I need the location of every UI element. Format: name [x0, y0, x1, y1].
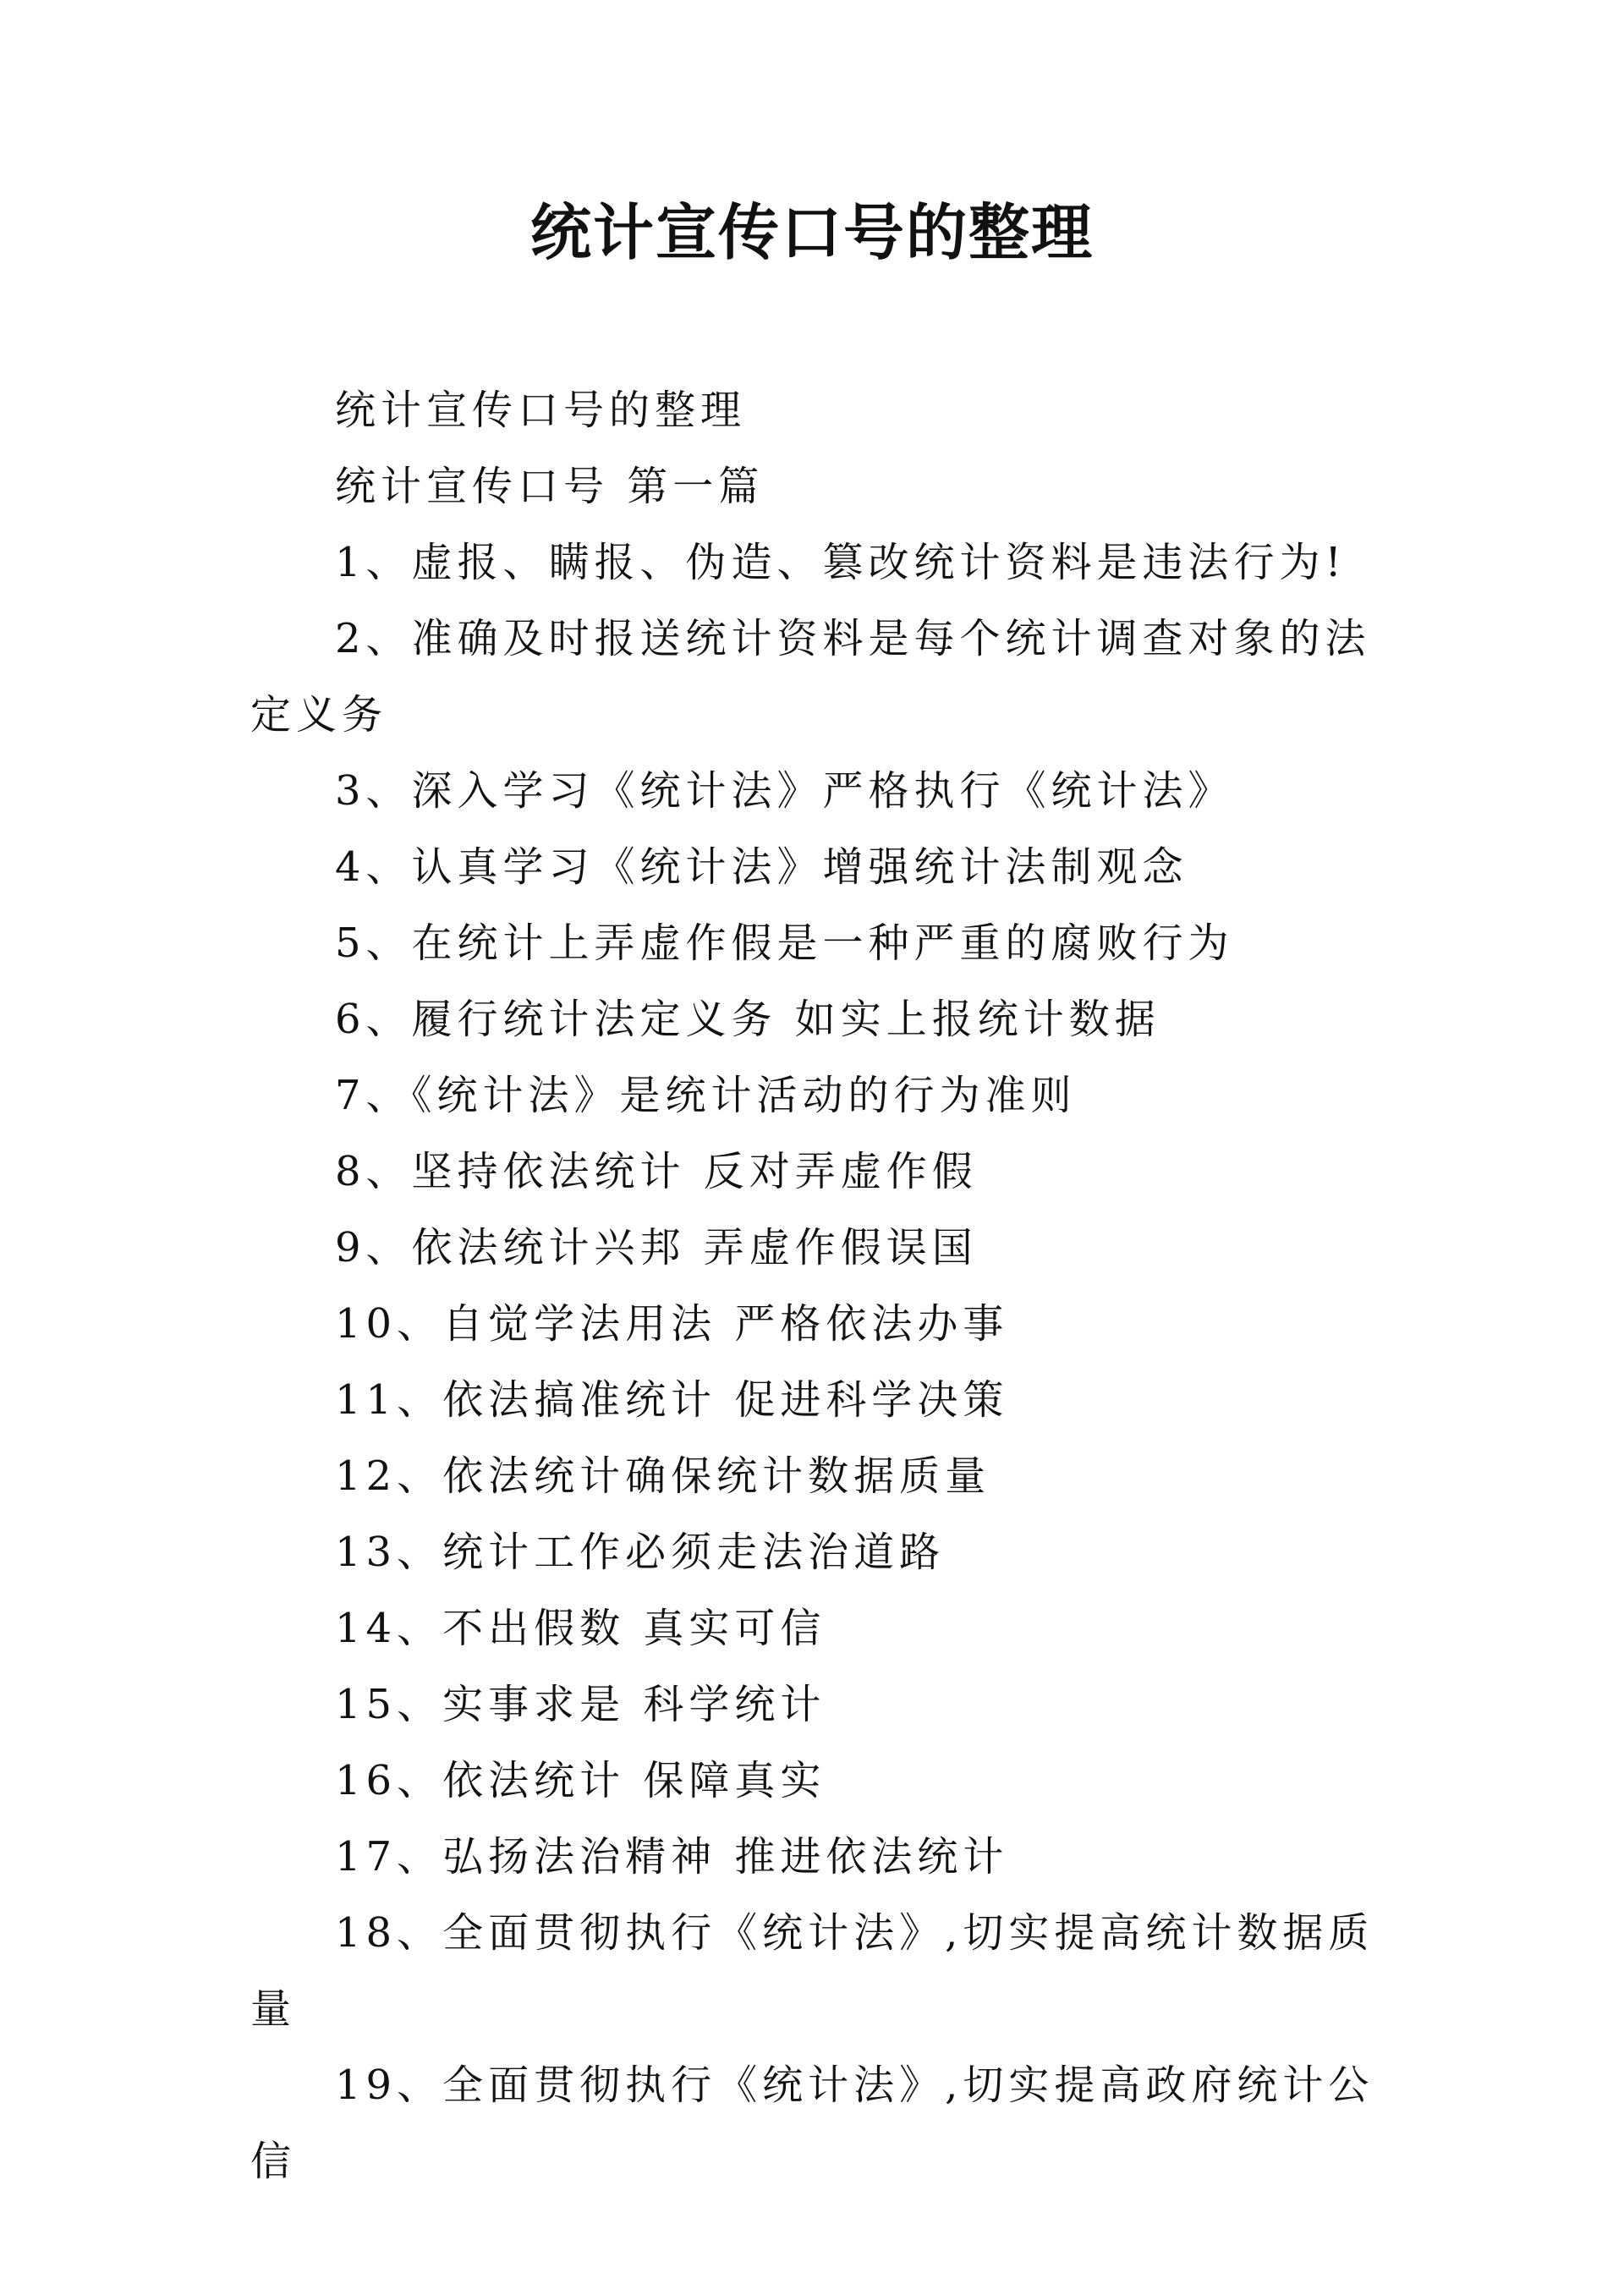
paragraph-heading: 统计宣传口号的整理: [335, 387, 747, 434]
document-title: 统计宣传口号的整理: [529, 196, 1094, 268]
slogan-item-4: 4、认真学习《统计法》增强统计法制观念: [335, 843, 1188, 891]
paragraph-section-title: 统计宣传口号 第一篇: [335, 463, 765, 510]
slogan-item-6: 6、履行统计法定义务 如实上报统计数据: [335, 996, 1160, 1043]
slogan-item-18: 18、全面贯彻执行《统计法》,切实提高统计数据质量: [250, 1909, 1374, 2033]
slogan-item-19: 19、全面贯彻执行《统计法》,切实提高政府统计公信: [250, 2062, 1374, 2185]
slogan-item-3: 3、深入学习《统计法》严格执行《统计法》: [335, 767, 1234, 815]
slogan-item-12: 12、依法统计确保统计数据质量: [335, 1452, 991, 1500]
slogan-item-13: 13、统计工作必须走法治道路: [335, 1529, 946, 1576]
slogan-item-5: 5、在统计上弄虚作假是一种严重的腐败行为: [335, 920, 1234, 967]
slogan-item-15: 15、实事求是 科学统计: [335, 1681, 826, 1728]
slogan-item-17: 17、弘扬法治精神 推进依法统计: [335, 1833, 1009, 1880]
slogan-item-10: 10、自觉学法用法 严格依法办事: [335, 1300, 1009, 1348]
slogan-item-2: 2、准确及时报送统计资料是每个统计调查对象的法定义务: [250, 615, 1371, 738]
slogan-item-16: 16、依法统计 保障真实: [335, 1757, 826, 1804]
slogan-item-8: 8、坚持依法统计 反对弄虚作假: [335, 1148, 978, 1195]
slogan-item-11: 11、依法搞准统计 促进科学决策: [335, 1376, 1009, 1424]
slogan-item-7: 7、《统计法》是统计活动的行为准则: [335, 1072, 1077, 1119]
slogan-item-1: 1、虚报、瞒报、伪造、篡改统计资料是违法行为!: [335, 539, 1347, 586]
slogan-item-9: 9、依法统计兴邦 弄虚作假误国: [335, 1224, 978, 1271]
document-body: [250, 372, 1375, 2199]
slogan-item-14: 14、不出假数 真实可信: [335, 1605, 826, 1652]
